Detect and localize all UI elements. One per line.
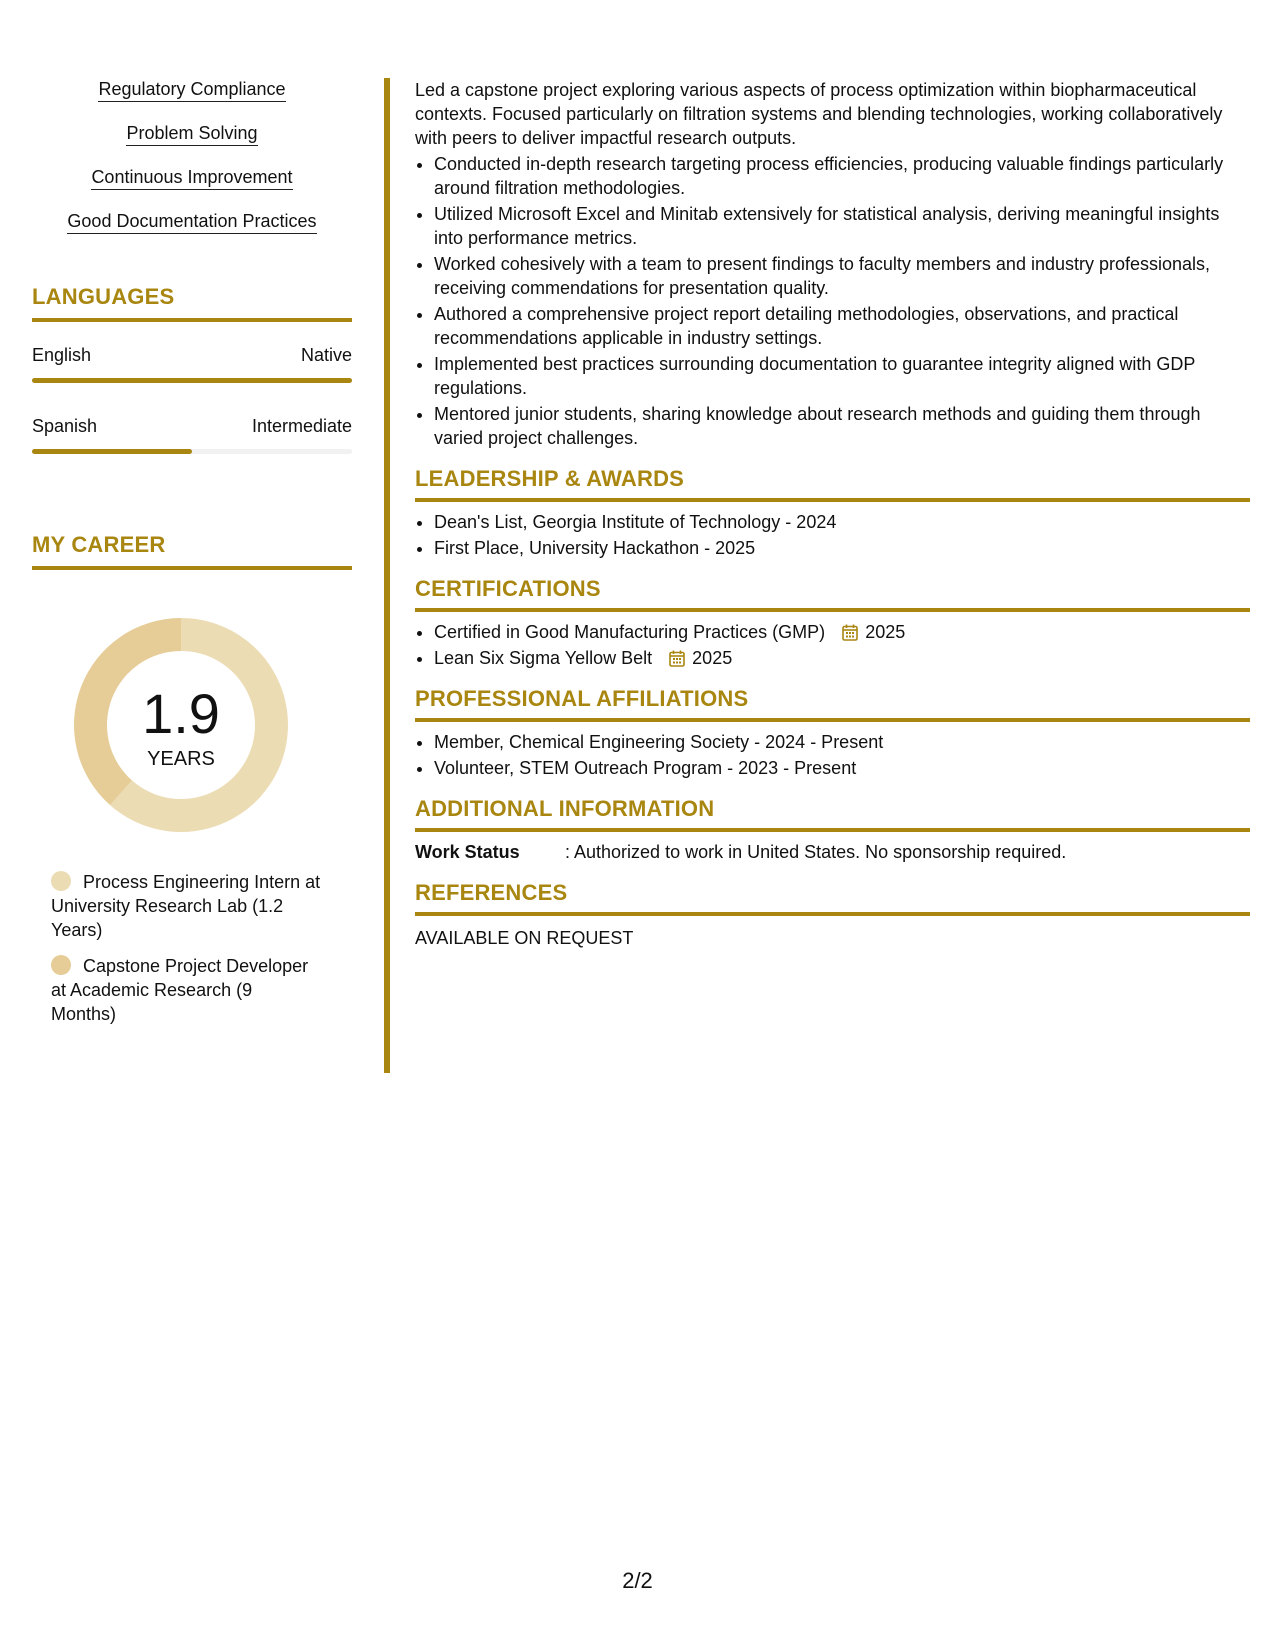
skill-item: Problem Solving	[32, 122, 352, 146]
list-item	[434, 646, 1250, 670]
list-item	[434, 620, 1250, 644]
calendar-icon	[842, 624, 858, 641]
skill-item: Regulatory Compliance	[32, 78, 352, 102]
affiliations-heading: PROFESSIONAL AFFILIATIONS	[415, 686, 1250, 722]
list-item: • Implemented best practices surrounding documentation to guarantee integrity aligned with GDP regulations.	[434, 352, 1250, 400]
career-heading: MY CAREER	[32, 532, 352, 570]
language-name: Spanish	[32, 416, 98, 436]
certifications-heading: CERTIFICATIONS	[415, 576, 1250, 612]
affiliations-list	[415, 730, 1250, 780]
language-proficiency-fill	[32, 378, 352, 383]
certification-year: 2025	[692, 648, 733, 668]
experience-intro: Led a capstone project exploring various aspects of process optimization within biopharmaceutical contexts. Focused particularly on filtration systems and blending technologies, working collaboratively with peers to deliver impactful research outputs.	[415, 80, 1223, 148]
right-column	[415, 78, 1250, 950]
career-total: 1.9	[142, 682, 220, 745]
references-heading: REFERENCES	[415, 880, 1250, 916]
leadership-list	[415, 510, 1250, 560]
list-item: • Worked cohesively with a team to present findings to faculty members and industry professionals, receiving commendations for presentation quality.	[434, 252, 1250, 300]
list-item: • Mentored junior students, sharing knowledge about research methods and guiding them through varied project challenges.	[434, 402, 1250, 450]
language-english	[32, 344, 352, 383]
list-item: • Conducted in-depth research targeting process efficiencies, producing valuable findings particularly around filtration methodologies.	[434, 152, 1250, 200]
left-column	[32, 78, 352, 1038]
list-item: • Utilized Microsoft Excel and Minitab extensively for statistical analysis, deriving meaningful insights into performance metrics.	[434, 202, 1250, 250]
legend-dot	[51, 955, 71, 975]
career-unit: YEARS	[147, 748, 215, 770]
certification-year: 2025	[865, 622, 906, 642]
list-item: • Authored a comprehensive project report detailing methodologies, observations, and practical recommendations applicable in industry settings.	[434, 302, 1250, 350]
certification-name: Lean Six Sigma Yellow Belt	[434, 648, 653, 668]
references-text: AVAILABLE ON REQUEST	[415, 928, 634, 948]
career-donut	[66, 610, 296, 840]
language-proficiency-fill	[32, 449, 192, 454]
language-proficiency-bar	[32, 449, 352, 454]
language-proficiency-bar	[32, 378, 352, 383]
legend-dot	[51, 871, 71, 891]
list-item: • First Place, University Hackathon - 2025	[434, 536, 1250, 560]
language-level: Native	[300, 345, 352, 365]
calendar-icon	[669, 650, 685, 667]
skill-item: Continuous Improvement	[32, 166, 352, 190]
language-level: Intermediate	[251, 416, 352, 436]
work-status-value: : Authorized to work in United States. No sponsorship required.	[565, 842, 1067, 862]
work-status-row	[415, 840, 1250, 864]
languages-heading: LANGUAGES	[32, 284, 352, 322]
certifications-list	[415, 620, 1250, 670]
list-item: • Member, Chemical Engineering Society - 2024 - Present	[434, 730, 1250, 754]
skill-item: Good Documentation Practices	[32, 210, 352, 234]
legend-item: Capstone Project Developer at Academic Research (9 Months)	[51, 956, 309, 1024]
work-status-label: Work Status	[415, 842, 520, 862]
language-spanish	[32, 415, 352, 454]
list-item: • Volunteer, STEM Outreach Program - 2023 - Present	[434, 756, 1250, 780]
skills-list	[32, 78, 352, 234]
additional-info-heading: ADDITIONAL INFORMATION	[415, 796, 1250, 832]
column-divider	[384, 78, 390, 1073]
page-number: 2/2	[622, 1568, 653, 1593]
certification-name: Certified in Good Manufacturing Practices (GMP)	[434, 622, 826, 642]
language-name: English	[32, 345, 92, 365]
leadership-heading: LEADERSHIP & AWARDS	[415, 466, 1250, 502]
legend-item: Process Engineering Intern at University Research Lab (1.2 Years)	[51, 872, 321, 940]
career-legend	[51, 870, 321, 1026]
list-item: • Dean's List, Georgia Institute of Technology - 2024	[434, 510, 1250, 534]
experience-bullets	[415, 152, 1250, 450]
